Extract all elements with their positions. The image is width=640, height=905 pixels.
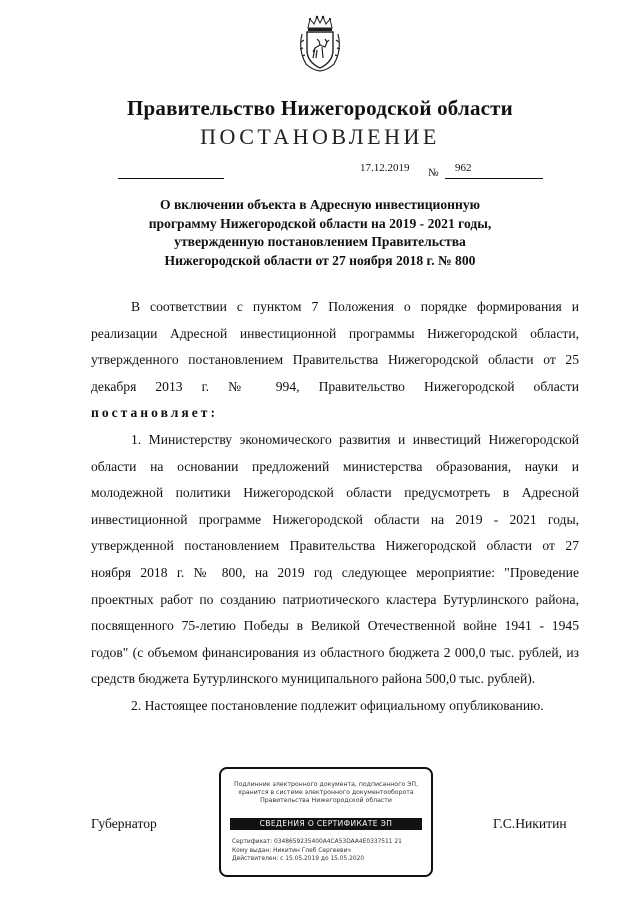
stamp-line: Подлинник электронного документа, подписанного ЭП, [233, 781, 419, 788]
certificate-validity: Действителен: с 15.05.2019 до 15.05.2020 [232, 856, 365, 862]
document-type: ПОСТАНОВЛЕНИЕ [200, 124, 440, 149]
government-name: Правительство Нижегородской области [127, 96, 513, 120]
intro-paragraph [91, 294, 579, 427]
stamp-header-text [221, 781, 431, 805]
document-title [120, 196, 520, 270]
title-line: программу Нижегородской области на 2019 - 2021 годы, [148, 215, 492, 231]
electronic-signature-stamp [219, 767, 433, 877]
title-line: утвержденную постановлением Правительства [174, 234, 466, 249]
number-underline [445, 178, 543, 179]
number-sign: № [428, 167, 439, 179]
signatory-name: Г.С.Никитин [493, 816, 567, 831]
stamp-line: Правительства Нижегородской области [260, 797, 392, 804]
item-2-paragraph: 2. Настоящее постановление подлежит официальному опубликованию. [131, 697, 544, 713]
document-body [91, 294, 579, 720]
title-line: О включении объекта в Адресную инвестиционную [159, 197, 481, 212]
title-line: Нижегородской области от 27 ноября 2018 г. № 800 [164, 252, 476, 268]
stamp-certificate-heading: СВЕДЕНИЯ О СЕРТИФИКАТЕ ЭП [230, 818, 422, 830]
intro-text: В соответствии с пунктом 7 Положения о порядке формирования и реализации Адресной инвестиционной программы Нижегородской области, утвержденного постановлением Правительства Нижегородской области от 25 декабря 2013 г. № 994, Правительство Нижегородской области [91, 299, 579, 394]
certificate-owner: Кому выдан: Никитин Глеб Сергеевич [232, 847, 351, 854]
certificate-serial: Сертификат: 0348659235400A4CA53DAA4E0337511 21 [232, 839, 402, 845]
stamp-line: хранится в системе электронного документооборота [238, 789, 414, 796]
left-blank-line [118, 178, 224, 179]
decree-date: 17.12.2019 [360, 162, 410, 174]
decree-number: 962 [455, 162, 472, 174]
resolves-word: постановляет: [91, 405, 218, 421]
coat-of-arms-emblem [298, 14, 342, 72]
stamp-certificate-details [232, 838, 402, 864]
signatory-position: Губернатор [91, 816, 157, 831]
item-1-paragraph: 1. Министерству экономического развития и инвестиций Нижегородской области на основании предложений министерства образования, науки и молодежной политики Нижегородской области предусмотреть в Адресной инвестиционной программе Нижегородской области на 2019 - 2021 годы, утвержденной постановлением Правительства Нижегородской области от 27 ноября 2018 г. № 800, на 2019 год следующее мероприятие: "Проведение проектных работ по созданию патриотического кластера Бутурлинского района, посвященного 75-летию Победы в Великой Отечественной войне 1941 - 1945 годов" (с объемом финансирования из областного бюджета 2 000,0 тыс. рублей, из средств бюджета Бутурлинского муниципального района 500,0 тыс. рублей). [91, 431, 579, 687]
